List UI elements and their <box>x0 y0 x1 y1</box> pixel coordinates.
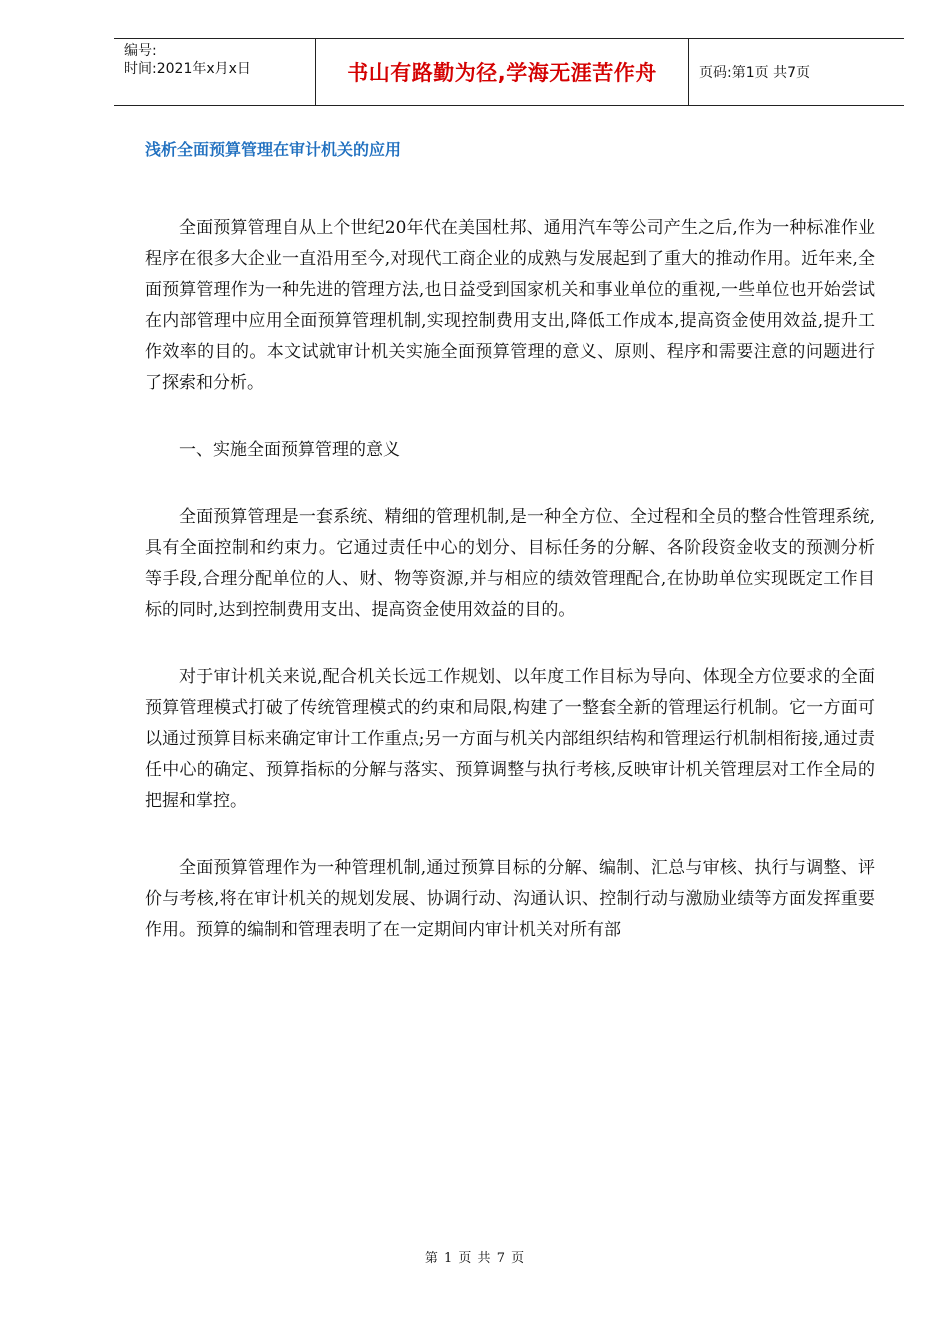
header-motto: 书山有路勤为径,学海无涯苦作舟 <box>316 39 689 105</box>
paragraph: 对于审计机关来说,配合机关长远工作规划、以年度工作目标为导向、体现全方位要求的全面预算管理模式打破了传统管理模式的约束和局限,构建了一整套全新的管理运行机制。它一方面可以通过预算目标来确定审计工作重点;另一方面与机关内部组织结构和管理运行机制相衔接,通过责任中心的确定、预算指标的分解与落实、预算调整与执行考核,反映审计机关管理层对工作全局的把握和掌控。 <box>145 667 875 811</box>
page-header <box>114 38 904 106</box>
paragraph: 全面预算管理是一套系统、精细的管理机制,是一种全方位、全过程和全员的整合性管理系统,具有全面控制和约束力。它通过责任中心的划分、目标任务的分解、各阶段资金收支的预测分析等手段,合理分配单位的人、财、物等资源,并与相应的绩效管理配合,在协助单位实现既定工作目标的同时,达到控制费用支出、提高资金使用效益的目的。 <box>145 507 875 620</box>
serial-label: 编号: <box>124 43 157 59</box>
paragraph: 全面预算管理作为一种管理机制,通过预算目标的分解、编制、汇总与审核、执行与调整、评价与考核,将在审计机关的规划发展、协调行动、沟通认识、控制行动与激励业绩等方面发挥重要作用。预算的编制和管理表明了在一定期间内审计机关对所有部 <box>145 858 875 940</box>
page-footer: 第 1 页 共 7 页 <box>424 1251 526 1266</box>
paragraph: 全面预算管理自从上个世纪20年代在美国杜邦、通用汽车等公司产生之后,作为一种标准作业程序在很多大企业一直沿用至今,对现代工商企业的成熟与发展起到了重大的推动作用。近年来,全面预算管理作为一种先进的管理方法,也日益受到国家机关和事业单位的重视,一些单位也开始尝试在内部管理中应用全面预算管理机制,实现控制费用支出,降低工作成本,提高资金使用效益,提升工作效率的目的。本文试就审计机关实施全面预算管理的意义、原则、程序和需要注意的问题进行了探索和分析。 <box>145 218 875 393</box>
header-meta-cell <box>114 39 316 105</box>
section-heading: 一、实施全面预算管理的意义 <box>179 440 400 460</box>
document-title: 浅析全面预算管理在审计机关的应用 <box>145 140 402 159</box>
document-body <box>145 213 875 982</box>
header-page-info: 页码:第1页 共7页 <box>699 65 810 81</box>
time-label: 时间:2021年x月x日 <box>124 61 251 77</box>
